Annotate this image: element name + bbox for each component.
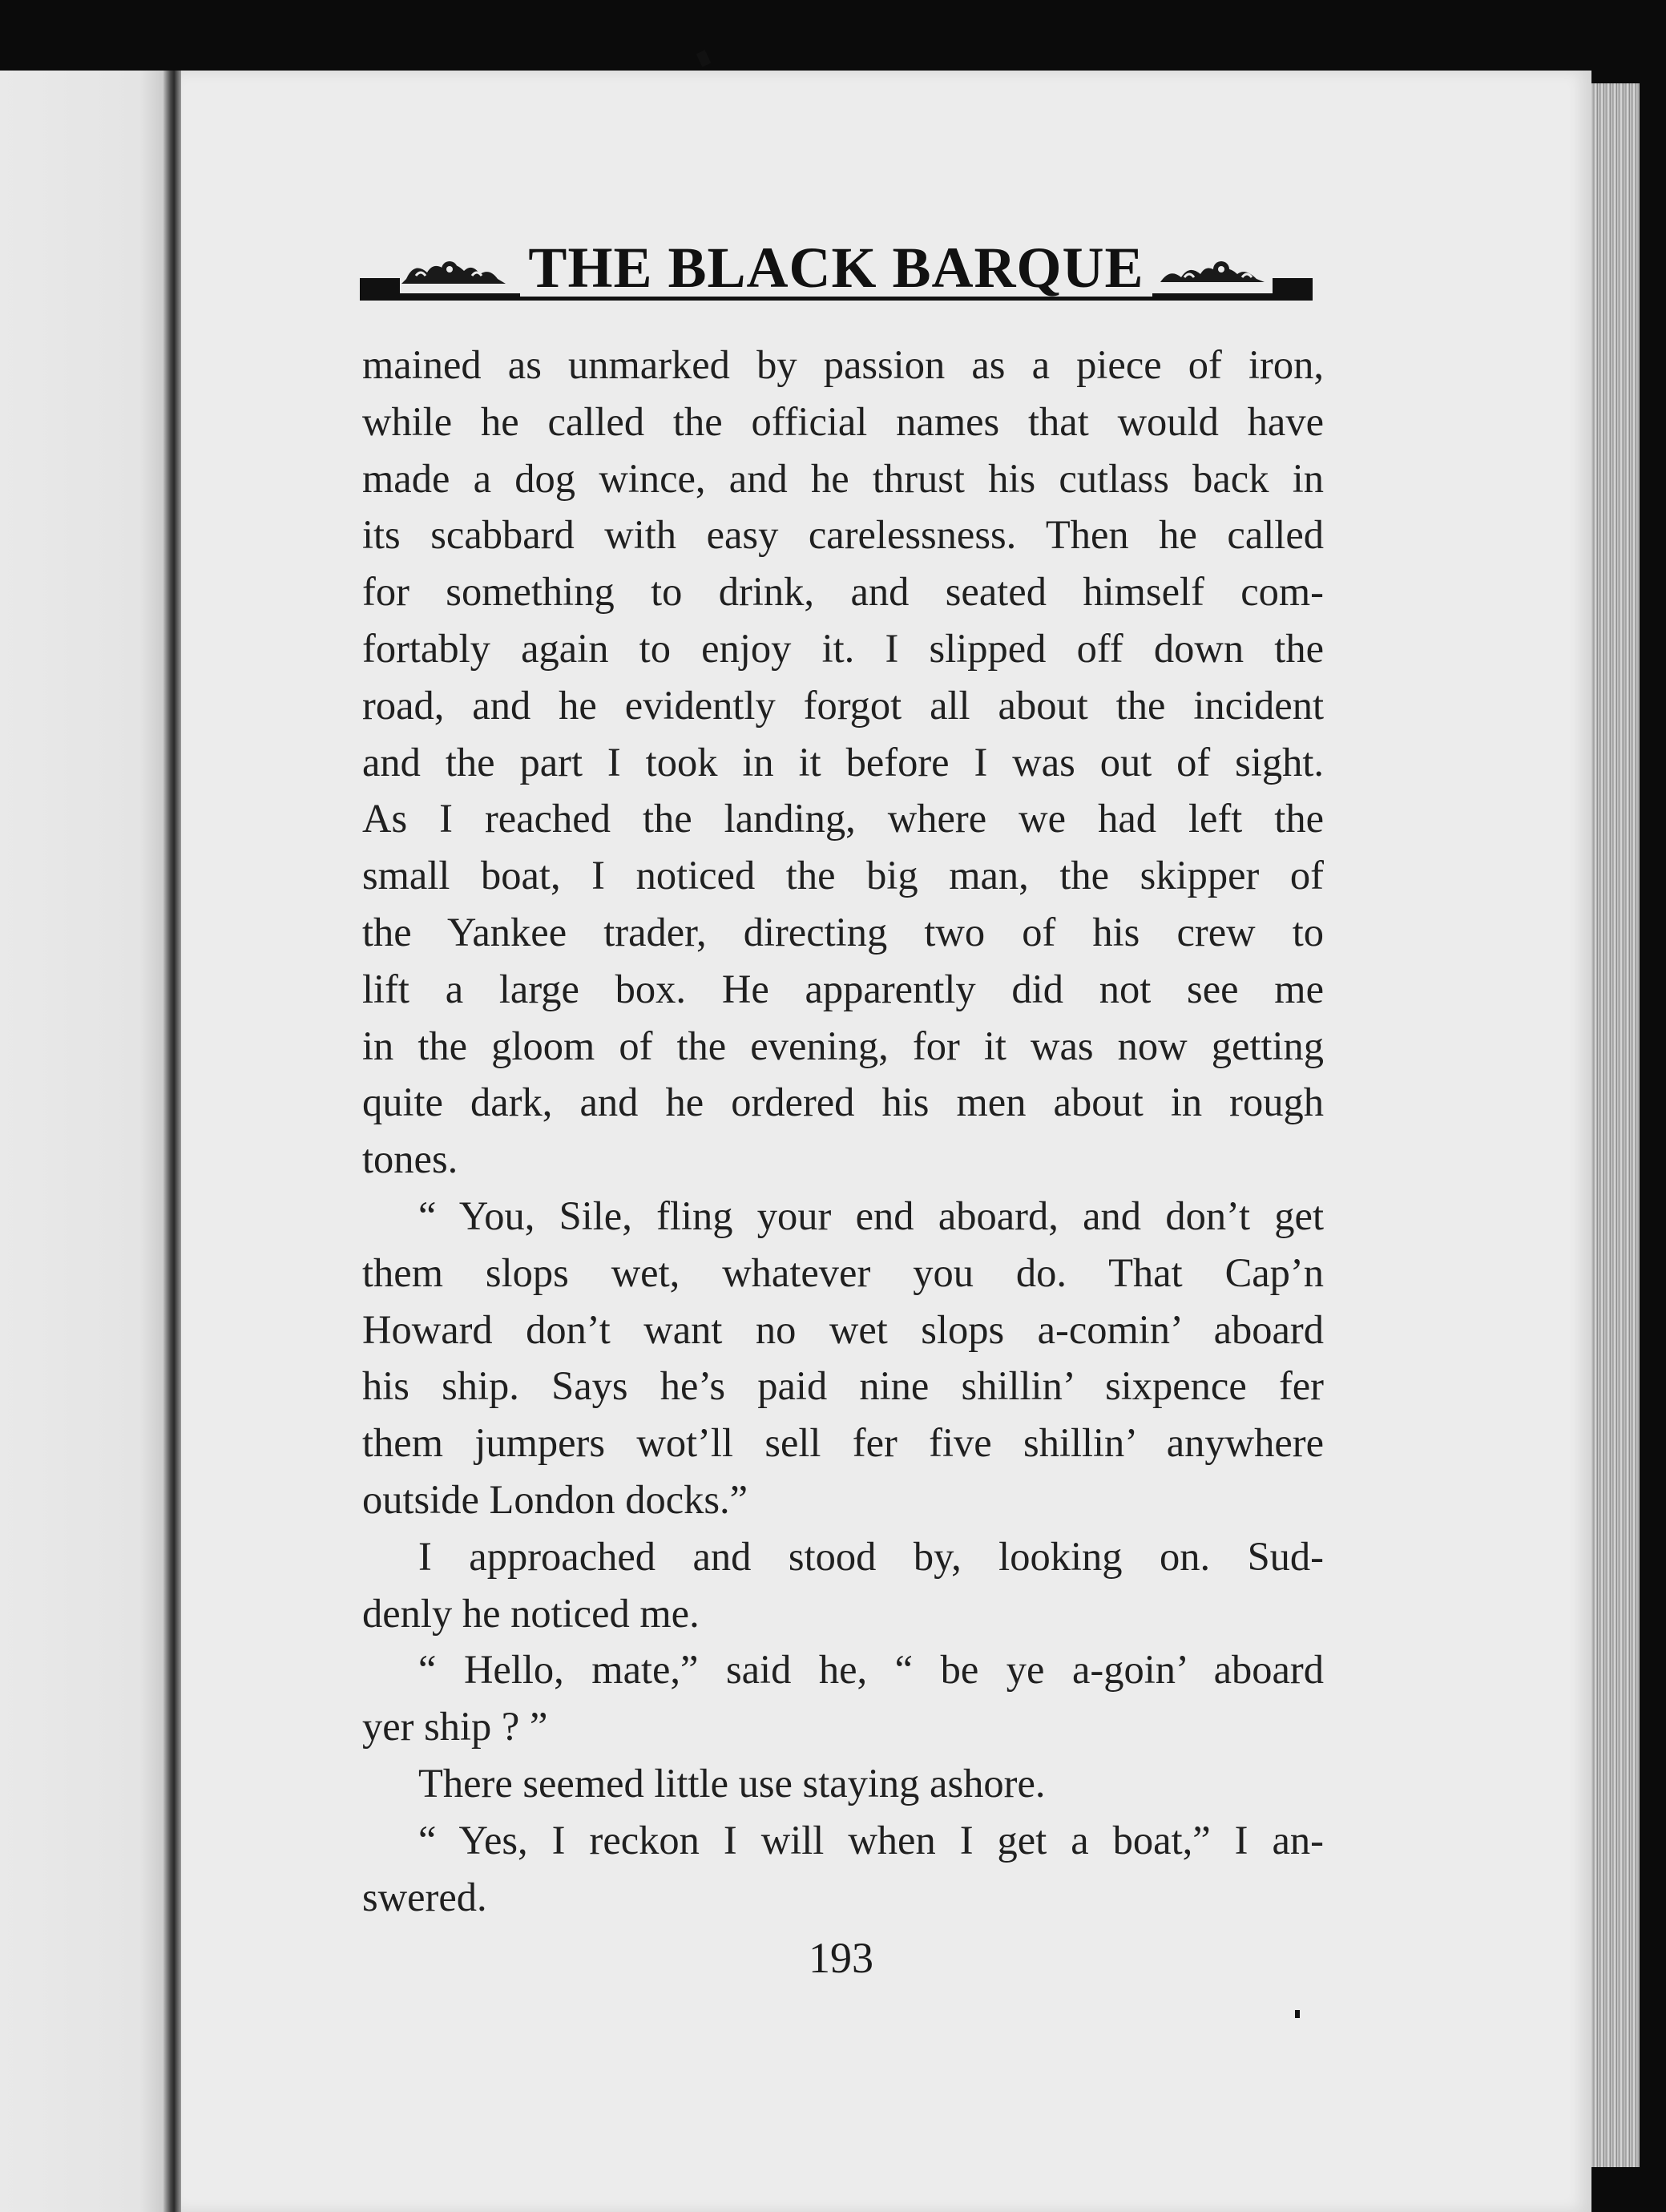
left-ornament-icon	[400, 252, 520, 293]
text-line: “ You, Sile, fling your end aboard, and don’t get	[418, 1193, 1324, 1238]
body-text	[362, 337, 1324, 1925]
text-line: them slops wet, whatever you do. That Cap’n	[362, 1249, 1324, 1295]
text-line: mained as unmarked by passion as a piece of iron,	[362, 342, 1324, 387]
text-line: road, and he evidently forgot all about the incident	[362, 682, 1324, 728]
page-number	[0, 1933, 1666, 1983]
text-line: yer ship ? ”	[362, 1704, 548, 1750]
text-line: “ Hello, mate,” said he, “ be ye a-goin’ aboard	[418, 1647, 1324, 1693]
text-line: As I reached the landing, where we had left the	[362, 796, 1324, 842]
running-header	[360, 232, 1313, 300]
text-line: small boat, I noticed the big man, the skipper of	[362, 853, 1324, 898]
text-line: while he called the official names that would have	[362, 398, 1324, 444]
text-line: fortably again to enjoy it. I slipped off down the	[362, 625, 1324, 671]
text-line: made a dog wince, and he thrust his cutlass back in	[362, 455, 1324, 501]
text-line: “ Yes, I reckon I will when I get a boat,” I an-	[418, 1817, 1324, 1863]
text-line: in the gloom of the evening, for it was now getting	[362, 1023, 1324, 1068]
page-number-value: 193	[809, 1934, 873, 1982]
scan-dot	[1295, 2010, 1300, 2018]
book-gutter	[163, 71, 181, 2212]
text-line: outside London docks.”	[362, 1476, 748, 1522]
running-head-title: THE BLACK BARQUE	[520, 239, 1152, 297]
text-line: lift a large box. He apparently did not see me	[362, 966, 1324, 1011]
page-stack-edge	[1591, 83, 1640, 2167]
text-line: its scabbard with easy carelessness. Then he called	[362, 512, 1324, 558]
text-line: I approached and stood by, looking on. Sud-	[418, 1533, 1324, 1579]
text-line: quite dark, and he ordered his men about in rough	[362, 1080, 1324, 1125]
text-line: There seemed little use staying ashore.	[418, 1760, 1046, 1806]
scan-mark	[696, 50, 711, 67]
left-page-edge	[0, 71, 175, 2212]
right-ornament-icon	[1152, 252, 1273, 293]
text-line: for something to drink, and seated himself com-	[362, 569, 1324, 615]
text-line: them jumpers wot’ll sell fer five shillin’ anywhere	[362, 1420, 1324, 1466]
text-line: Howard don’t want no wet slops a-comin’ aboard	[362, 1306, 1324, 1352]
text-line: swered.	[362, 1874, 487, 1919]
text-line: the Yankee trader, directing two of his crew to	[362, 909, 1324, 955]
text-line: his ship. Says he’s paid nine shillin’ sixpence fer	[362, 1363, 1324, 1409]
text-line: and the part I took in it before I was out of sight.	[362, 739, 1324, 785]
text-line: denly he noticed me.	[362, 1590, 700, 1636]
text-line: tones.	[362, 1136, 458, 1182]
